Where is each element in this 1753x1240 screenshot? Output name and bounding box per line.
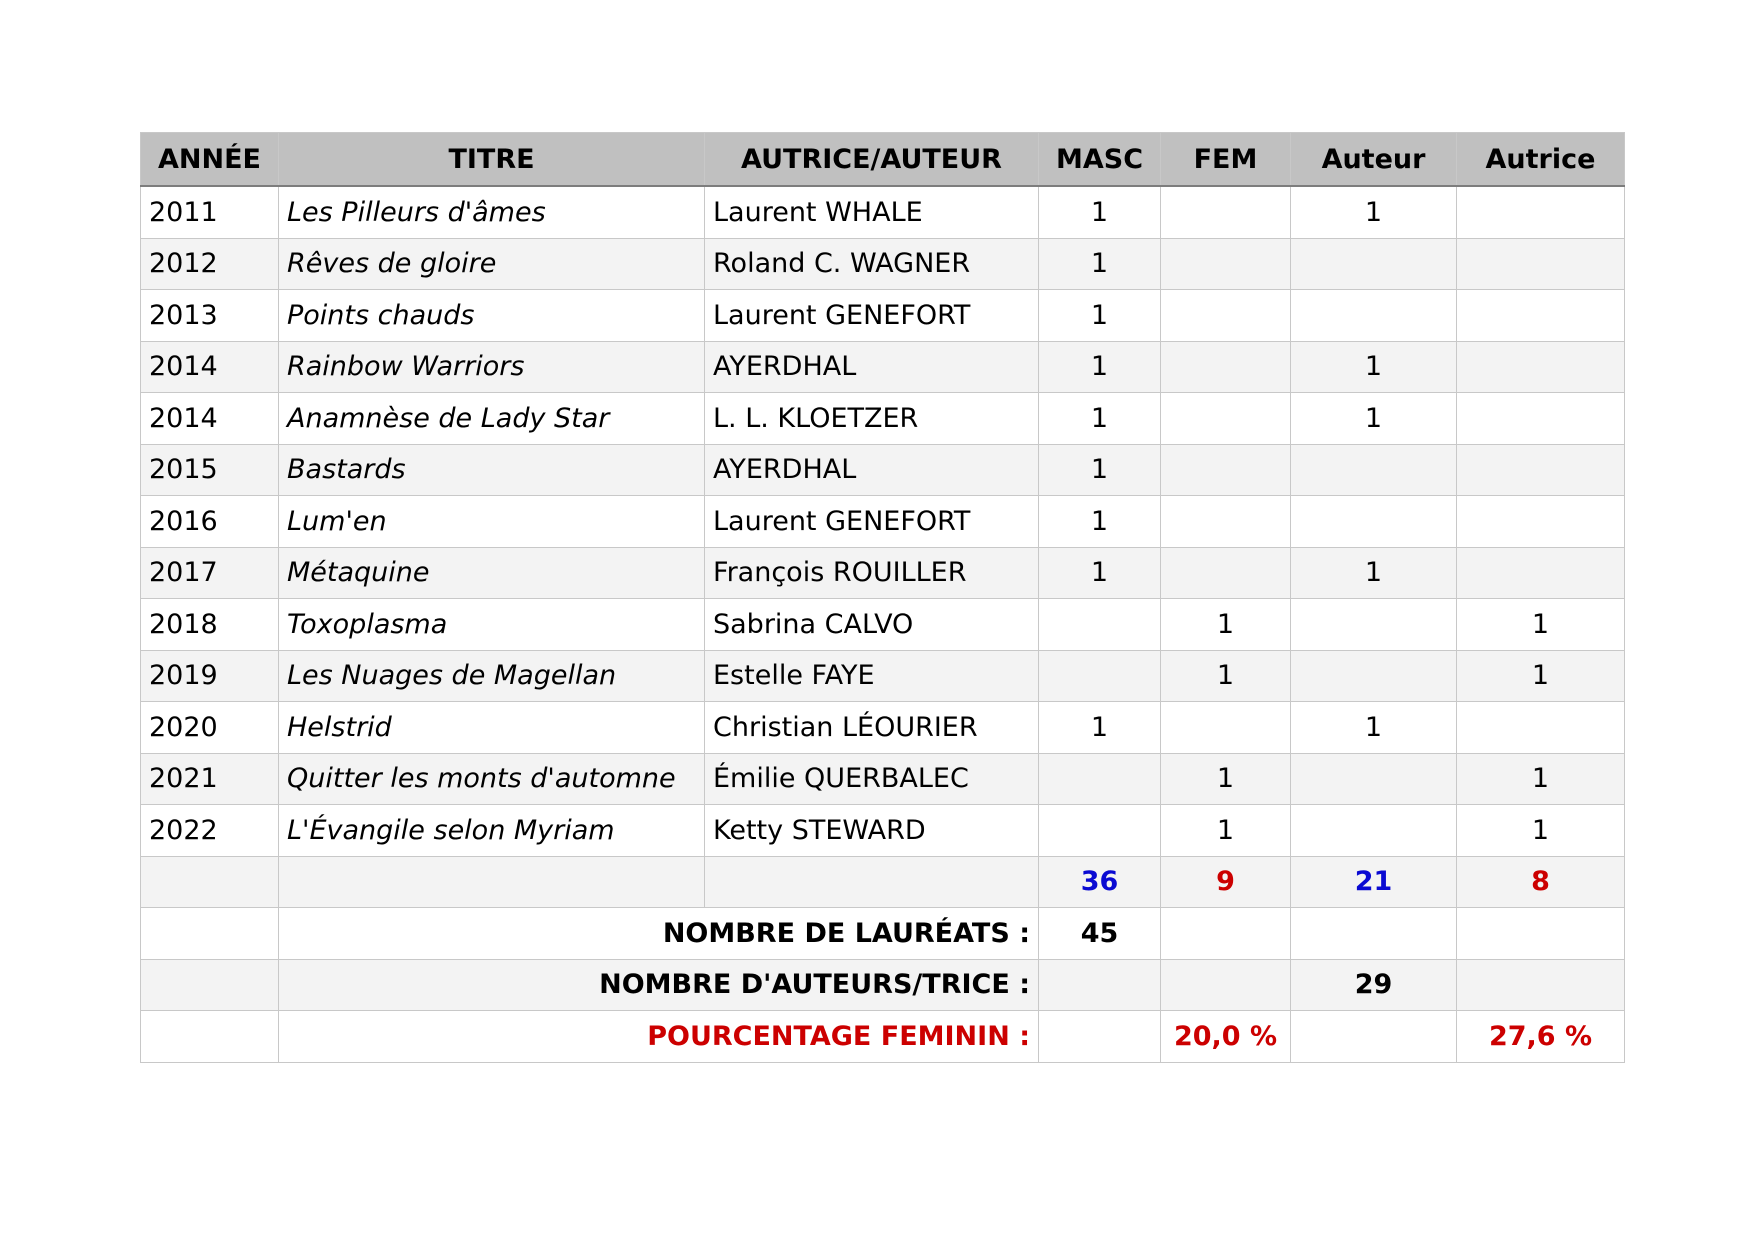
cell-autrice	[1457, 547, 1625, 599]
table-row	[141, 341, 1625, 393]
cell-year: 2022	[141, 805, 279, 857]
cell-year: 2018	[141, 599, 279, 651]
cell-fem: 1	[1161, 753, 1291, 805]
table-row	[141, 496, 1625, 548]
cell-author: AYERDHAL	[705, 341, 1039, 393]
cell-fem	[1161, 238, 1291, 290]
cell-fem	[1161, 547, 1291, 599]
cell-title: L'Évangile selon Myriam	[279, 805, 705, 857]
total-auteur: 21	[1291, 856, 1457, 908]
total-autrice: 8	[1457, 856, 1625, 908]
cell-masc	[1039, 805, 1161, 857]
cell-title: Anamnèse de Lady Star	[279, 393, 705, 445]
table-row	[141, 393, 1625, 445]
header-autrice: Autrice	[1457, 133, 1625, 187]
cell-auteur: 1	[1291, 186, 1457, 238]
laureats-value: 45	[1039, 908, 1161, 960]
authors-label: NOMBRE D'AUTEURS/TRICE :	[279, 959, 1039, 1011]
cell-autrice: 1	[1457, 753, 1625, 805]
header-title: TITRE	[279, 133, 705, 187]
cell-author: Christian LÉOURIER	[705, 702, 1039, 754]
cell-autrice	[1457, 496, 1625, 548]
table-row	[141, 186, 1625, 238]
cell-masc	[1039, 650, 1161, 702]
totals-empty-year	[141, 856, 279, 908]
cell-year: 2015	[141, 444, 279, 496]
cell-year: 2012	[141, 238, 279, 290]
cell-year: 2019	[141, 650, 279, 702]
cell-fem	[1161, 496, 1291, 548]
cell-author: Ketty STEWARD	[705, 805, 1039, 857]
cell-masc: 1	[1039, 496, 1161, 548]
cell-title: Lum'en	[279, 496, 705, 548]
cell-auteur: 1	[1291, 393, 1457, 445]
percent-autrice-value: 27,6 %	[1457, 1011, 1625, 1063]
cell-auteur: 1	[1291, 547, 1457, 599]
percent-summary-row	[141, 1011, 1625, 1063]
cell-author: Sabrina CALVO	[705, 599, 1039, 651]
cell-author: Roland C. WAGNER	[705, 238, 1039, 290]
cell-auteur	[1291, 238, 1457, 290]
cell-masc: 1	[1039, 186, 1161, 238]
cell-title: Toxoplasma	[279, 599, 705, 651]
cell-year: 2016	[141, 496, 279, 548]
cell-masc: 1	[1039, 393, 1161, 445]
cell-auteur	[1291, 805, 1457, 857]
cell-fem	[1161, 186, 1291, 238]
cell-masc: 1	[1039, 702, 1161, 754]
cell-auteur	[1291, 650, 1457, 702]
cell-auteur	[1291, 753, 1457, 805]
table-row	[141, 290, 1625, 342]
cell-auteur	[1291, 496, 1457, 548]
header-fem: FEM	[1161, 133, 1291, 187]
summary-empty-year	[141, 959, 279, 1011]
table-row	[141, 238, 1625, 290]
header-year: ANNÉE	[141, 133, 279, 187]
cell-masc: 1	[1039, 547, 1161, 599]
cell-author: Émilie QUERBALEC	[705, 753, 1039, 805]
cell-title: Les Nuages de Magellan	[279, 650, 705, 702]
cell-autrice	[1457, 393, 1625, 445]
cell-autrice	[1457, 290, 1625, 342]
cell-masc: 1	[1039, 341, 1161, 393]
cell-fem	[1161, 290, 1291, 342]
summary-empty-fem	[1161, 959, 1291, 1011]
cell-author: Laurent GENEFORT	[705, 290, 1039, 342]
cell-year: 2017	[141, 547, 279, 599]
cell-autrice: 1	[1457, 650, 1625, 702]
cell-autrice	[1457, 341, 1625, 393]
cell-masc: 1	[1039, 444, 1161, 496]
percent-fem-value: 20,0 %	[1161, 1011, 1291, 1063]
authors-summary-row	[141, 959, 1625, 1011]
cell-year: 2021	[141, 753, 279, 805]
totals-empty-author	[705, 856, 1039, 908]
cell-author: François ROUILLER	[705, 547, 1039, 599]
header-auteur: Auteur	[1291, 133, 1457, 187]
summary-empty-masc	[1039, 959, 1161, 1011]
table-row	[141, 444, 1625, 496]
cell-masc	[1039, 753, 1161, 805]
cell-autrice: 1	[1457, 599, 1625, 651]
cell-autrice	[1457, 186, 1625, 238]
cell-masc	[1039, 599, 1161, 651]
cell-title: Rainbow Warriors	[279, 341, 705, 393]
cell-author: Laurent GENEFORT	[705, 496, 1039, 548]
header-author: AUTRICE/AUTEUR	[705, 133, 1039, 187]
cell-autrice	[1457, 238, 1625, 290]
summary-empty-fem	[1161, 908, 1291, 960]
cell-auteur	[1291, 599, 1457, 651]
cell-title: Points chauds	[279, 290, 705, 342]
cell-title: Quitter les monts d'automne	[279, 753, 705, 805]
header-masc: MASC	[1039, 133, 1161, 187]
table-row	[141, 753, 1625, 805]
cell-title: Rêves de gloire	[279, 238, 705, 290]
cell-auteur	[1291, 444, 1457, 496]
cell-author: L. L. KLOETZER	[705, 393, 1039, 445]
cell-title: Helstrid	[279, 702, 705, 754]
summary-empty-autrice	[1457, 908, 1625, 960]
cell-title: Bastards	[279, 444, 705, 496]
laureats-summary-row	[141, 908, 1625, 960]
cell-auteur: 1	[1291, 341, 1457, 393]
table-row	[141, 547, 1625, 599]
laureats-table	[140, 132, 1625, 1063]
cell-year: 2014	[141, 341, 279, 393]
table-row	[141, 702, 1625, 754]
table-row	[141, 805, 1625, 857]
total-fem: 9	[1161, 856, 1291, 908]
percent-label: POURCENTAGE FEMININ :	[279, 1011, 1039, 1063]
cell-fem	[1161, 444, 1291, 496]
cell-fem	[1161, 702, 1291, 754]
cell-year: 2014	[141, 393, 279, 445]
cell-author: Laurent WHALE	[705, 186, 1039, 238]
cell-auteur	[1291, 290, 1457, 342]
cell-author: AYERDHAL	[705, 444, 1039, 496]
cell-autrice	[1457, 444, 1625, 496]
cell-fem	[1161, 341, 1291, 393]
summary-empty-autrice	[1457, 959, 1625, 1011]
summary-empty-year	[141, 908, 279, 960]
totals-row	[141, 856, 1625, 908]
cell-title: Métaquine	[279, 547, 705, 599]
authors-value: 29	[1291, 959, 1457, 1011]
cell-year: 2020	[141, 702, 279, 754]
cell-fem	[1161, 393, 1291, 445]
cell-fem: 1	[1161, 650, 1291, 702]
laureats-label: NOMBRE DE LAURÉATS :	[279, 908, 1039, 960]
cell-masc: 1	[1039, 290, 1161, 342]
summary-empty-auteur	[1291, 1011, 1457, 1063]
summary-empty-masc	[1039, 1011, 1161, 1063]
cell-fem: 1	[1161, 805, 1291, 857]
table-row	[141, 650, 1625, 702]
cell-year: 2013	[141, 290, 279, 342]
cell-autrice	[1457, 702, 1625, 754]
cell-auteur: 1	[1291, 702, 1457, 754]
table-row	[141, 599, 1625, 651]
header-row	[141, 133, 1625, 187]
cell-title: Les Pilleurs d'âmes	[279, 186, 705, 238]
summary-empty-auteur	[1291, 908, 1457, 960]
cell-autrice: 1	[1457, 805, 1625, 857]
cell-fem: 1	[1161, 599, 1291, 651]
totals-empty-title	[279, 856, 705, 908]
cell-masc: 1	[1039, 238, 1161, 290]
cell-author: Estelle FAYE	[705, 650, 1039, 702]
total-masc: 36	[1039, 856, 1161, 908]
cell-year: 2011	[141, 186, 279, 238]
summary-empty-year	[141, 1011, 279, 1063]
